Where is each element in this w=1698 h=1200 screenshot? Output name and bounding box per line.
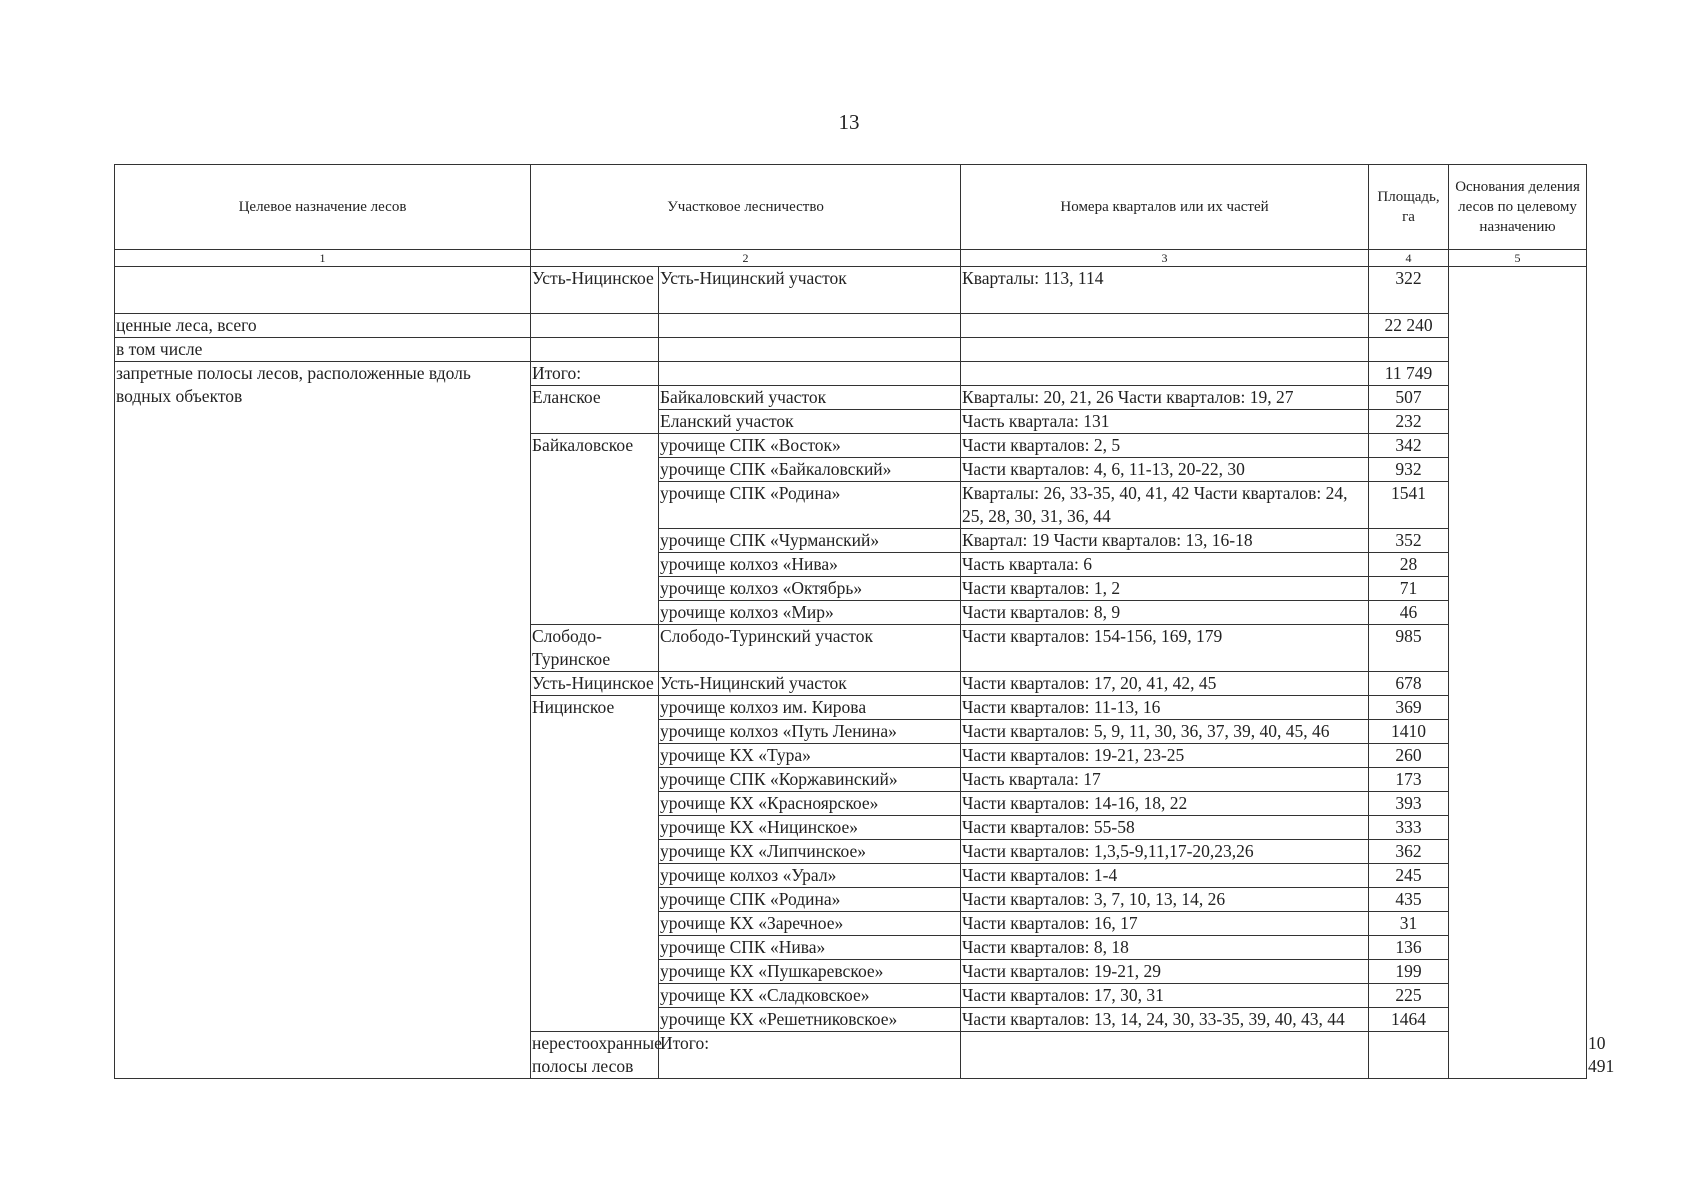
- table-row: нерестоохранные полосы лесов Итого: 10 491: [115, 1032, 1587, 1079]
- quarters-cell: Части кварталов: 17, 30, 31: [961, 984, 1369, 1008]
- empty-cell: [961, 362, 1369, 386]
- area-cell: 333: [1369, 816, 1449, 840]
- quarters-cell: Часть квартала: 131: [961, 410, 1369, 434]
- section-cell: урочище колхоз «Октябрь»: [659, 577, 961, 601]
- area-cell: 232: [1369, 410, 1449, 434]
- empty-cell: [961, 1032, 1369, 1079]
- quarters-cell: Части кварталов: 8, 9: [961, 601, 1369, 625]
- quarters-cell: Части кварталов: 3, 7, 10, 13, 14, 26: [961, 888, 1369, 912]
- section-cell: урочище КХ «Ницинское»: [659, 816, 961, 840]
- section-cell: урочище колхоз им. Кирова: [659, 696, 961, 720]
- quarters-cell: Части кварталов: 1-4: [961, 864, 1369, 888]
- quarters-cell: Части кварталов: 1,3,5-9,11,17-20,23,26: [961, 840, 1369, 864]
- section-cell: урочище колхоз «Мир»: [659, 601, 961, 625]
- forestry-cell: Итого:: [659, 1032, 961, 1079]
- area-cell: 322: [1369, 267, 1449, 314]
- area-cell: 46: [1369, 601, 1449, 625]
- header-quarters: Номера кварталов или их частей: [961, 165, 1369, 250]
- section-cell: урочище СПК «Коржавинский»: [659, 768, 961, 792]
- area-cell: 362: [1369, 840, 1449, 864]
- header-area: Площадь, га: [1369, 165, 1449, 250]
- forest-purpose-table: [114, 164, 1615, 1079]
- table-row: [115, 314, 1587, 338]
- basis-cell: [1449, 267, 1587, 1079]
- empty-cell: [961, 314, 1369, 338]
- area-cell: 393: [1369, 792, 1449, 816]
- forestry-cell: Усть-Ницинское: [531, 672, 659, 696]
- forestry-cell: Байкаловское: [531, 434, 659, 625]
- area-cell: 1464: [1369, 1008, 1449, 1032]
- area-cell: 507: [1369, 386, 1449, 410]
- header-purpose: Целевое назначение лесов: [115, 165, 531, 250]
- section-cell: урочище КХ «Сладковское»: [659, 984, 961, 1008]
- empty-cell: [659, 338, 961, 362]
- quarters-cell: Части кварталов: 13, 14, 24, 30, 33-35, 39, 40, 43, 44: [961, 1008, 1369, 1032]
- table-row: [115, 362, 1587, 386]
- quarters-cell: Часть квартала: 17: [961, 768, 1369, 792]
- area-cell: 31: [1369, 912, 1449, 936]
- quarters-cell: Части кварталов: 17, 20, 41, 42, 45: [961, 672, 1369, 696]
- area-cell: 136: [1369, 936, 1449, 960]
- quarters-cell: Части кварталов: 55-58: [961, 816, 1369, 840]
- forestry-cell: Усть-Ницинское: [531, 267, 659, 314]
- section-cell: Байкаловский участок: [659, 386, 961, 410]
- section-cell: урочище СПК «Родина»: [659, 482, 961, 529]
- section-cell: Усть-Ницинский участок: [659, 267, 961, 314]
- area-cell: 199: [1369, 960, 1449, 984]
- area-cell: 225: [1369, 984, 1449, 1008]
- section-cell: урочище колхоз «Путь Ленина»: [659, 720, 961, 744]
- empty-cell: [1369, 1032, 1449, 1079]
- column-number: 4: [1369, 250, 1449, 267]
- section-cell: урочище КХ «Решетниковское»: [659, 1008, 961, 1032]
- column-number: 2: [531, 250, 961, 267]
- empty-cell: [531, 314, 659, 338]
- area-cell: 932: [1369, 458, 1449, 482]
- area-cell: 1410: [1369, 720, 1449, 744]
- quarters-cell: Часть квартала: 6: [961, 553, 1369, 577]
- column-number: 5: [1449, 250, 1587, 267]
- area-cell: 173: [1369, 768, 1449, 792]
- area-cell: 22 240: [1369, 314, 1449, 338]
- quarters-cell: Кварталы: 20, 21, 26 Части кварталов: 19, 27: [961, 386, 1369, 410]
- section-cell: Еланский участок: [659, 410, 961, 434]
- section-cell: урочище КХ «Липчинское»: [659, 840, 961, 864]
- quarters-cell: Части кварталов: 4, 6, 11-13, 20-22, 30: [961, 458, 1369, 482]
- area-cell: 71: [1369, 577, 1449, 601]
- area-cell: 11 749: [1369, 362, 1449, 386]
- area-cell: 435: [1369, 888, 1449, 912]
- empty-cell: [659, 362, 961, 386]
- page-number: 13: [838, 110, 860, 134]
- section-cell: урочище колхоз «Урал»: [659, 864, 961, 888]
- area-cell: 352: [1369, 529, 1449, 553]
- empty-cell: [531, 338, 659, 362]
- quarters-cell: Части кварталов: 11-13, 16: [961, 696, 1369, 720]
- area-cell: 678: [1369, 672, 1449, 696]
- purpose-cell: в том числе: [115, 338, 531, 362]
- section-cell: урочище СПК «Нива»: [659, 936, 961, 960]
- purpose-cell: ценные леса, всего: [115, 314, 531, 338]
- section-cell: урочище СПК «Чурманский»: [659, 529, 961, 553]
- header-forestry: Участковое лесничество: [531, 165, 961, 250]
- section-cell: урочище СПК «Родина»: [659, 888, 961, 912]
- quarters-cell: Части кварталов: 8, 18: [961, 936, 1369, 960]
- quarters-cell: Части кварталов: 19-21, 29: [961, 960, 1369, 984]
- section-cell: урочище КХ «Красноярское»: [659, 792, 961, 816]
- quarters-cell: Кварталы: 113, 114: [961, 267, 1369, 314]
- header-row: [115, 165, 1587, 250]
- quarters-cell: Части кварталов: 1, 2: [961, 577, 1369, 601]
- quarters-cell: Части кварталов: 154-156, 169, 179: [961, 625, 1369, 672]
- quarters-cell: Части кварталов: 19-21, 23-25: [961, 744, 1369, 768]
- quarters-cell: Части кварталов: 5, 9, 11, 30, 36, 37, 39, 40, 45, 46: [961, 720, 1369, 744]
- area-cell: 342: [1369, 434, 1449, 458]
- section-cell: урочище колхоз «Нива»: [659, 553, 961, 577]
- empty-cell: [659, 314, 961, 338]
- area-cell: 245: [1369, 864, 1449, 888]
- empty-cell: [961, 338, 1369, 362]
- column-number: 1: [115, 250, 531, 267]
- area-cell: 985: [1369, 625, 1449, 672]
- table-row: [115, 267, 1587, 314]
- column-number: 3: [961, 250, 1369, 267]
- quarters-cell: Части кварталов: 2, 5: [961, 434, 1369, 458]
- forestry-cell: Ницинское: [531, 696, 659, 1032]
- forestry-cell: Итого:: [531, 362, 659, 386]
- table-row: [115, 338, 1587, 362]
- area-cell: 369: [1369, 696, 1449, 720]
- section-cell: урочище КХ «Тура»: [659, 744, 961, 768]
- quarters-cell: Кварталы: 26, 33-35, 40, 41, 42 Части кварталов: 24, 25, 28, 30, 31, 36, 44: [961, 482, 1369, 529]
- section-cell: урочище СПК «Байкаловский»: [659, 458, 961, 482]
- section-cell: Слободо-Туринский участок: [659, 625, 961, 672]
- column-number-row: [115, 250, 1587, 267]
- quarters-cell: Части кварталов: 14-16, 18, 22: [961, 792, 1369, 816]
- forestry-cell: Слободо-Туринское: [531, 625, 659, 672]
- quarters-cell: Части кварталов: 16, 17: [961, 912, 1369, 936]
- empty-cell: [1369, 338, 1449, 362]
- forestry-cell: Еланское: [531, 386, 659, 434]
- purpose-cell: запретные полосы лесов, расположенные вдоль водных объектов: [115, 362, 531, 1079]
- area-cell: 28: [1369, 553, 1449, 577]
- purpose-cell: нерестоохранные полосы лесов: [531, 1032, 659, 1079]
- section-cell: Усть-Ницинский участок: [659, 672, 961, 696]
- section-cell: урочище КХ «Пушкаревское»: [659, 960, 961, 984]
- area-cell: 260: [1369, 744, 1449, 768]
- area-cell: 1541: [1369, 482, 1449, 529]
- section-cell: урочище СПК «Восток»: [659, 434, 961, 458]
- purpose-cell: [115, 267, 531, 314]
- section-cell: урочище КХ «Заречное»: [659, 912, 961, 936]
- quarters-cell: Квартал: 19 Части кварталов: 13, 16-18: [961, 529, 1369, 553]
- header-basis: Основания деления лесов по целевому назначению: [1449, 165, 1587, 250]
